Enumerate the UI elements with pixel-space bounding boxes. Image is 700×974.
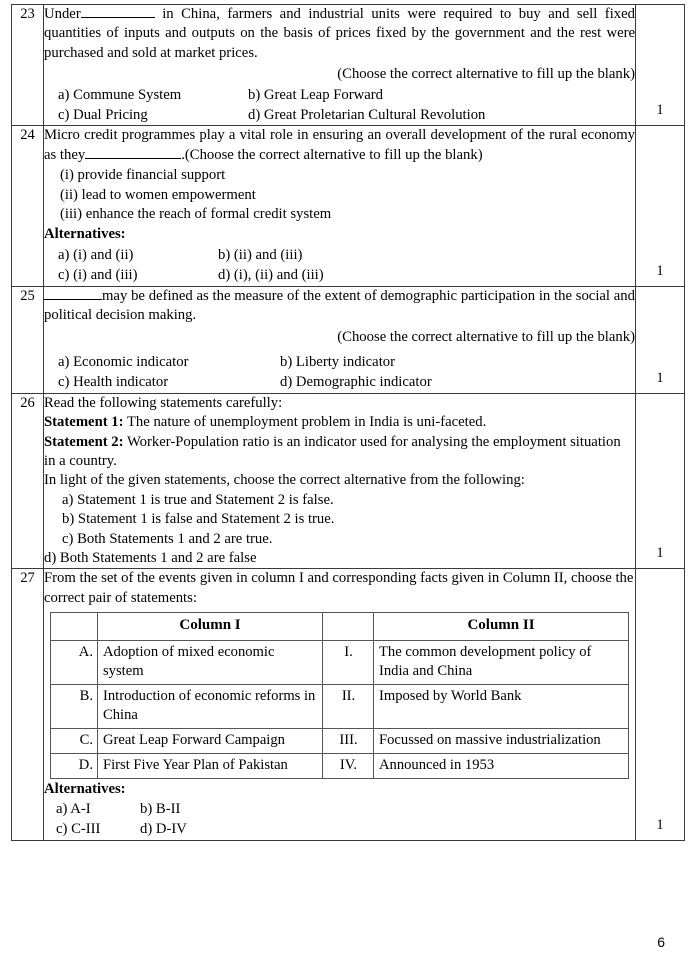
exam-question-table [11,4,685,841]
option-b[interactable]: b) B-II [140,800,181,817]
q23-stem-part1: Under [44,6,81,22]
roman-item-iii: (iii) enhance the reach of formal credit system [60,206,332,223]
question-body-25 [44,286,636,393]
question-23-stem [44,5,635,63]
marks-cell-26: 1 [636,393,685,569]
table-row [12,393,685,569]
q25-stem-part2: may be defined as the measure of the extent of demographic participation in the social and political decision making. [44,287,635,324]
question-24-roman-items [44,166,635,224]
option-a[interactable]: a) Commune System [58,86,182,103]
match-left-b: Introduction of economic reforms in China [98,684,323,728]
q24-stem-part2: .(Choose the correct alternative to fill up the blank) [181,146,483,163]
option-c[interactable]: c) (i) and (iii) [58,267,138,284]
marks-cell-27: 1 [636,569,685,840]
match-right-i: The common development policy of India and China [374,640,629,684]
question-25-stem [44,287,635,326]
match-left-d: First Five Year Plan of Pakistan [98,753,323,778]
table-header-row [51,613,629,641]
question-25-instruction: (Choose the correct alternative to fill up the blank) [337,328,635,345]
option-d[interactable]: d) Great Proletarian Cultural Revolution [248,107,486,124]
option-a[interactable]: a) Statement 1 is true and Statement 2 is false. [62,491,334,508]
question-27-alternatives-label: Alternatives: [44,780,126,797]
question-24-alternatives-label: Alternatives: [44,226,126,243]
option-a[interactable]: a) A-I [56,800,91,817]
option-c[interactable]: c) C-III [56,821,101,838]
column-matching-table [50,612,629,778]
fill-blank-underline [81,17,155,18]
question-26-intro: Read the following statements carefully: [44,394,283,411]
table-row [51,728,629,753]
statement-2-label: Statement 2: [44,433,124,450]
match-roman-iii: III. [323,728,374,753]
table-row [12,126,685,286]
option-b[interactable]: b) Liberty indicator [280,353,396,370]
match-left-a: Adoption of mixed economic system [98,640,323,684]
match-roman-iv: IV. [323,753,374,778]
roman-item-ii: (ii) lead to women empowerment [60,186,256,203]
option-d[interactable]: d) Demographic indicator [280,374,432,391]
question-body-24 [44,126,636,286]
table-row [12,569,685,840]
option-c[interactable]: c) Health indicator [58,374,169,391]
question-number-23: 23 [12,5,44,126]
option-d[interactable]: d) D-IV [140,821,187,838]
question-body-27 [44,569,636,840]
question-24-stem [44,126,635,165]
match-header-column-2: Column II [374,613,629,641]
marks-cell-24: 1 [636,126,685,286]
question-26-instruction: In light of the given statements, choose the correct alternative from the following: [44,472,525,489]
question-26-options [44,491,635,569]
statement-2-text: Worker-Population ratio is an indicator used for analysing the employment situation in a country. [44,433,621,469]
question-number-27: 27 [12,569,44,840]
question-number-24: 24 [12,126,44,286]
question-number-25: 25 [12,286,44,393]
option-b[interactable]: b) (ii) and (iii) [218,246,303,263]
question-27-options [44,800,635,840]
match-right-iv: Announced in 1953 [374,753,629,778]
match-header-blank-right [323,613,374,641]
match-key-b: B. [51,684,98,728]
option-c[interactable]: c) Dual Pricing [58,107,148,124]
page-number: 6 [657,934,665,950]
option-a[interactable]: a) (i) and (ii) [58,246,134,263]
match-header-blank-left [51,613,98,641]
question-body-26 [44,393,636,569]
question-body-23 [44,5,636,126]
match-key-c: C. [51,728,98,753]
option-b[interactable]: b) Great Leap Forward [248,86,383,103]
option-a[interactable]: a) Economic indicator [58,353,189,370]
question-27-intro: From the set of the events given in column I and corresponding facts given in Column II, choose the correct pair of statements: [44,570,634,606]
statement-1-label: Statement 1: [44,414,124,431]
question-25-options [44,353,635,393]
match-roman-ii: II. [323,684,374,728]
match-key-a: A. [51,640,98,684]
match-key-d: D. [51,753,98,778]
option-b[interactable]: b) Statement 1 is false and Statement 2 is true. [62,511,335,528]
roman-item-i: (i) provide financial support [60,167,226,184]
option-d[interactable]: d) (i), (ii) and (iii) [218,267,324,284]
statement-1-text: The nature of unemployment problem in India is uni-faceted. [123,414,487,431]
match-right-iii: Focussed on massive industrialization [374,728,629,753]
marks-cell-25: 1 [636,286,685,393]
question-23-instruction: (Choose the correct alternative to fill up the blank) [337,66,635,83]
option-d[interactable]: d) Both Statements 1 and 2 are false [44,549,257,566]
question-24-options [44,246,635,286]
table-row [51,684,629,728]
fill-blank-underline [85,158,181,159]
table-row [12,5,685,126]
question-26-statement-2 [44,433,635,472]
option-c[interactable]: c) Both Statements 1 and 2 are true. [62,530,273,547]
question-26-statement-1 [44,413,635,432]
match-header-column-1: Column I [98,613,323,641]
match-left-c: Great Leap Forward Campaign [98,728,323,753]
q23-stem-part2: in China, farmers and industrial units were required to buy and sell fixed quantities of inputs and outputs on the basis of prices fixed by the government and the rest were purchased and sold at market prices. [44,6,635,61]
question-23-options [44,86,635,126]
marks-cell-23: 1 [636,5,685,126]
match-right-ii: Imposed by World Bank [374,684,629,728]
table-row [51,753,629,778]
match-roman-i: I. [323,640,374,684]
table-row [51,640,629,684]
question-number-26: 26 [12,393,44,569]
q24-stem-part1: Micro credit programmes play a vital role in ensuring an overall development of the rural economy as they [44,127,635,163]
table-row [12,286,685,393]
fill-blank-underline [44,299,102,300]
